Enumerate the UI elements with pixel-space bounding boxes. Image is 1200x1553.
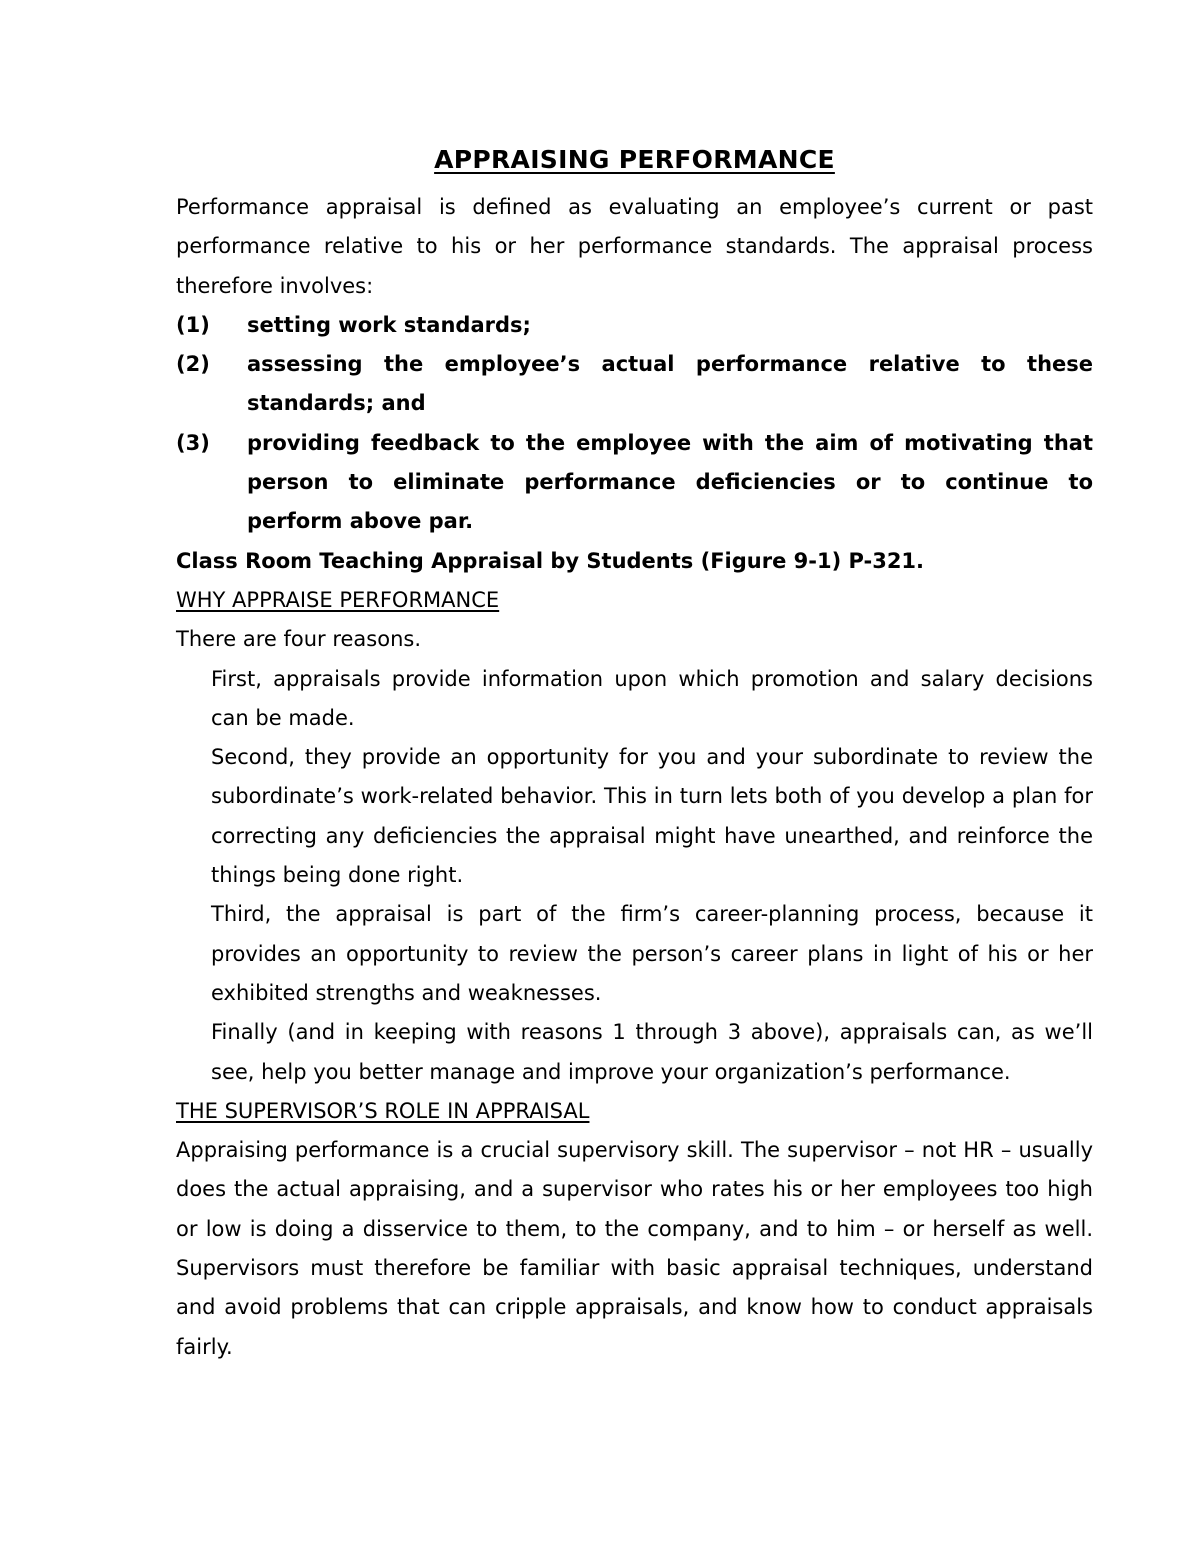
step-text: assessing the employee’s actual performance relative to these standards; and (247, 352, 1093, 416)
figure-reference: Class Room Teaching Appraisal by Students (Figure 9-1) P-321. (176, 548, 925, 573)
step-text: setting work standards; (247, 312, 531, 337)
list-item-text: Second, they provide an opportunity for you and your subordinate to review the subordinate’s work-related behavior. This in turn lets both of you develop a plan for correcting any deficiencies the appraisal might have unearthed, and reinforce the things being done right. (211, 745, 1093, 888)
list-item-text: Third, the appraisal is part of the firm’s career-planning process, because it provides an opportunity to review the person’s career plans in light of his or her exhibited strengths and weaknesses. (211, 902, 1093, 1005)
step-number: (2) (176, 352, 210, 377)
page-title: APPRAISING PERFORMANCE (434, 145, 835, 174)
document-page (176, 140, 1093, 1367)
supervisor-paragraph: Appraising performance is a crucial supervisory skill. The supervisor – not HR – usually does the actual appraising, and a supervisor who rates his or her employees too high or low is doing a disservice to them, to the company, and to him – or herself as well. Supervisors must therefore be familiar with basic appraisal techniques, understand and avoid problems that can cripple appraisals, and know how to conduct appraisals fairly. (176, 1138, 1093, 1359)
list-item (176, 660, 1093, 739)
bullet-icon (176, 1013, 211, 1092)
intro-paragraph: Performance appraisal is defined as evaluating an employee’s current or past performance relative to his or her performance standards. The appraisal process therefore involves: (176, 195, 1093, 298)
bullet-icon (176, 738, 211, 895)
step-text: providing feedback to the employee with the aim of motivating that person to eliminate performance deficiencies or to continue to perform above par. (247, 430, 1093, 534)
step-item (176, 424, 1093, 542)
step-number: (3) (176, 430, 210, 455)
list-item (176, 738, 1093, 895)
list-item (176, 895, 1093, 1013)
bullet-icon (176, 895, 211, 1013)
why-intro: There are four reasons. (176, 627, 421, 652)
supervisor-role-heading: THE SUPERVISOR’S ROLE IN APPRAISAL (176, 1098, 590, 1123)
list-item-text: First, appraisals provide information upon which promotion and salary decisions can be made. (211, 666, 1093, 730)
reasons-list (176, 660, 1093, 1092)
steps-list (176, 306, 1093, 542)
list-item-text: Finally (and in keeping with reasons 1 through 3 above), appraisals can, as we’ll see, help you better manage and improve your organization’s performance. (211, 1020, 1093, 1084)
step-item (176, 306, 1093, 345)
step-item (176, 345, 1093, 424)
list-item (176, 1013, 1093, 1092)
step-number: (1) (176, 312, 210, 337)
why-appraise-heading: WHY APPRAISE PERFORMANCE (176, 587, 500, 612)
bullet-icon (176, 660, 211, 739)
